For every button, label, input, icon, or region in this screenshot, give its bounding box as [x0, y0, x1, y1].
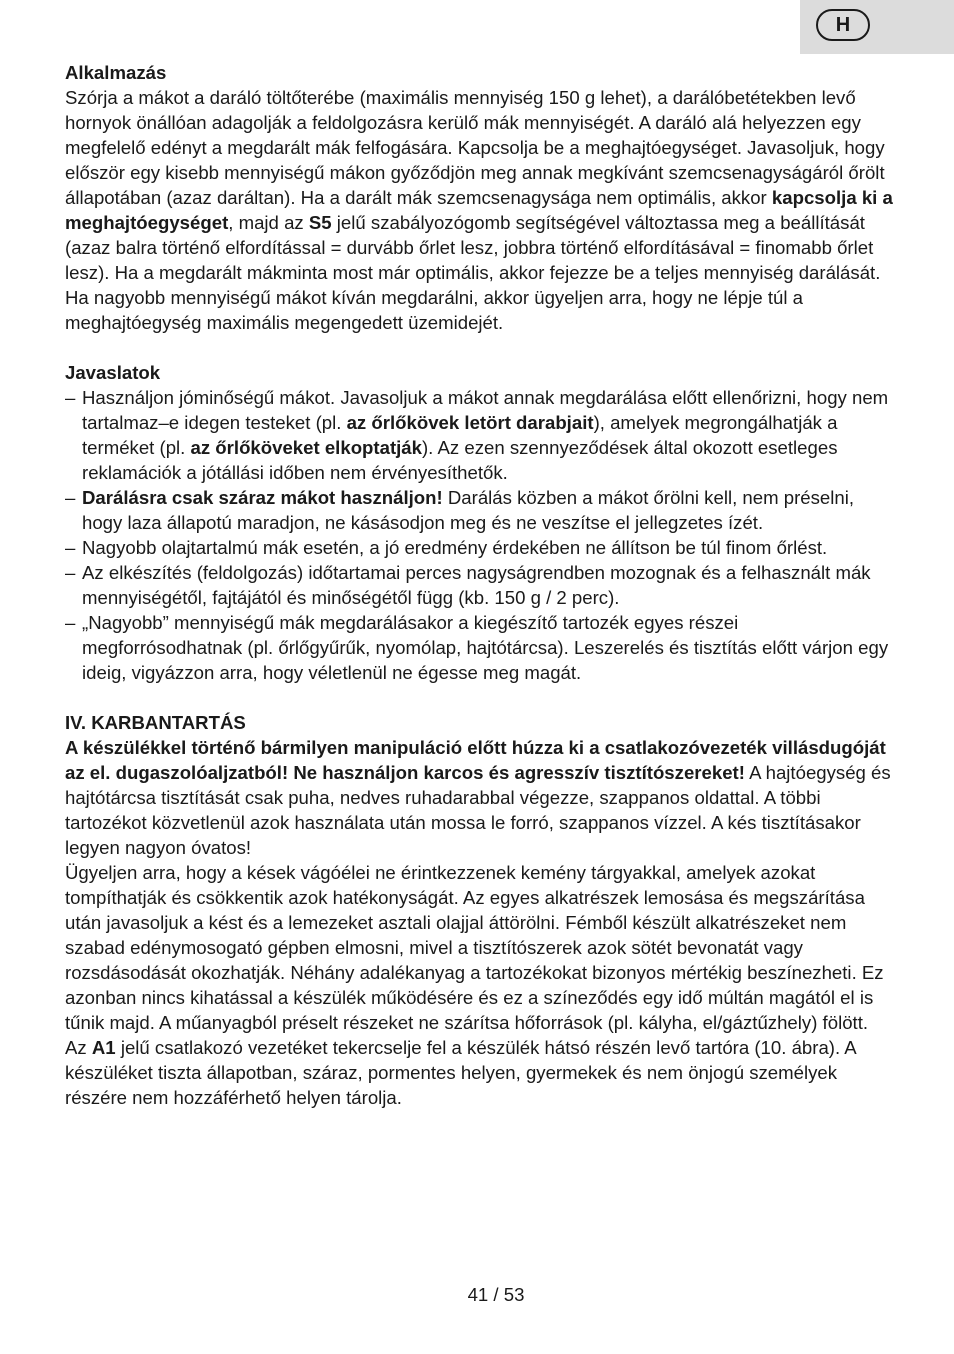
bold-run: S5	[308, 212, 332, 233]
bold-run: A1	[91, 1037, 116, 1058]
spacer	[65, 685, 897, 710]
text-run: Szórja a mákot a daráló töltőterébe (maximális mennyiség 150 g lehet), a darálóbetétekben levő hornyok önállóan adagolják a feldolgozásra kerülő mák mennyiségét. A daráló alá helyezzen egy megfelelő edényt a megdarált mák felfogására. Kapcsolja be a meghajtóegységet. Javasoljuk, hogy először egy kisebb mennyiségű mákon győződjön meg annak megkívánt szemcsenagyságáról őrölt állapotában (azaz daráltan). Ha a darált mák szemcsenagysága nem optimális, akkor	[65, 87, 885, 208]
list-item	[65, 485, 897, 535]
bold-run: az őrlőköveket elkoptatják	[190, 437, 422, 458]
karbantartas-paragraph-1	[65, 735, 897, 860]
list-item: – Az elkészítés (feldolgozás) időtartamai perces nagyságrendben mozognak és a felhasznált mák mennyiségétől, fajtájától és minőségétől függ (kb. 150 g / 2 perc).	[65, 560, 897, 610]
text-run: ). Az ezen szennyeződések által okozott esetleges reklamációk a jótállási időben nem érvényesíthetők.	[82, 437, 838, 483]
text-run: Használjon jóminőségű mákot. Javasoljuk a mákot annak megdarálása előtt ellenőrizni, hogy nem tartalmaz–e idegen testeket (pl.	[82, 387, 889, 433]
section-heading-alkalmazas: Alkalmazás	[65, 62, 167, 83]
text-run: ), amelyek megrongálhatják a terméket (pl.	[82, 412, 838, 458]
text-run: Darálás közben a mákot őrölni kell, nem préselni, hogy laza állapotú maradjon, ne kásásodjon meg és ne veszítse el jellegzetes ízét.	[82, 487, 855, 533]
manual-content	[65, 60, 897, 1110]
language-tab	[800, 0, 954, 54]
bold-run: az őrlőkövek letört darabjait	[346, 412, 594, 433]
text-run: jelű csatlakozó vezetéket tekercselje fel a készülék hátsó részén levő tartóra (10. ábra). A készüléket tiszta állapotban, száraz, pormentes helyen, gyermekek és nem önjogú személyek részére nem hozzáférhető helyen tárolja.	[65, 1037, 856, 1108]
warning-text: A készülékkel történő bármilyen manipuláció előtt húzza ki a csatlakozóvezeték villásdugóját az el. dugaszolóaljzatból! Ne használjon karcos és agresszív tisztítószereket!	[65, 737, 886, 783]
karbantartas-paragraph-3	[65, 1035, 897, 1110]
karbantartas-paragraph-2: Ügyeljen arra, hogy a kések vágóélei ne érintkezzenek kemény tárgyakkal, amelyek azokat tompíthatják és csökkentik azok hatékonyságát. Az egyes alkatrészek lemosása és megszárítása után javasoljuk a kést és a lemezeket asztali olajjal áttörölni. Fémből készült alkatrészeket nem szabad edénymosogató gépben elmosni, mivel a tisztítószerek azok sötét bevonatát vagy rozsdásodását okozhatják. Néhány adalékanyag a tartozékokat bizonyos mértékig beszínezheti. Ez azonban nincs kihatással a készülék működésére és ez a színeződés egy idő múltán magától el is tűnik majd. A műanyagból préselt részeket ne szárítsa hőforrások (pl. kályha, el/gáztűzhely) fölött.	[65, 862, 884, 1033]
text-run: A hajtóegység és hajtótárcsa tisztítását csak puha, nedves ruhadarabbal végezze, szappanos oldattal. A többi tartozékot közvetlenül azok használata után mossa le forró, szappanos vízzel. A kés tisztításakor legyen nagyon óvatos!	[65, 762, 891, 858]
text-run: , majd az	[228, 212, 309, 233]
section-heading-javaslatok: Javaslatok	[65, 362, 161, 383]
page-number: 41 / 53	[467, 1284, 525, 1305]
bold-run: Darálásra csak száraz mákot használjon!	[82, 487, 443, 508]
text-run: Az	[65, 1037, 92, 1058]
tips-list	[65, 385, 897, 685]
list-item	[65, 385, 897, 485]
section-heading-karbantartas: IV. KARBANTARTÁS	[65, 712, 246, 733]
spacer	[65, 335, 897, 360]
text-run: jelű szabályozógomb segítségével változtassa meg a beállítását (azaz balra történő elfordítással = durvább őrlet lesz, jobbra történő elfordításával = finomabb őrlet lesz). Ha a megdarált mákminta most már optimális, akkor fejezze be a teljes mennyiség darálását. Ha nagyobb mennyiségű mákot kíván megdarálni, akkor ügyeljen arra, hogy ne lépje túl a meghajtóegység maximális megengedett üzemidejét.	[65, 212, 881, 333]
language-badge: H	[816, 9, 870, 41]
alkalmazas-paragraph	[65, 85, 897, 335]
bold-run: kapcsolja ki a meghajtóegységet	[65, 187, 893, 233]
list-item: – „Nagyobb” mennyiségű mák megdarálásakor a kiegészítő tartozék egyes részei megforrósodhatnak (pl. őrlőgyűrűk, nyomólap, hajtótárcsa). Leszerelés és tisztítás előtt várjon egy ideig, vigyázzon arra, hogy véletlenül ne égesse meg magát.	[65, 610, 897, 685]
list-item: – Nagyobb olajtartalmú mák esetén, a jó eredmény érdekében ne állítson be túl finom őrlést.	[65, 535, 897, 560]
